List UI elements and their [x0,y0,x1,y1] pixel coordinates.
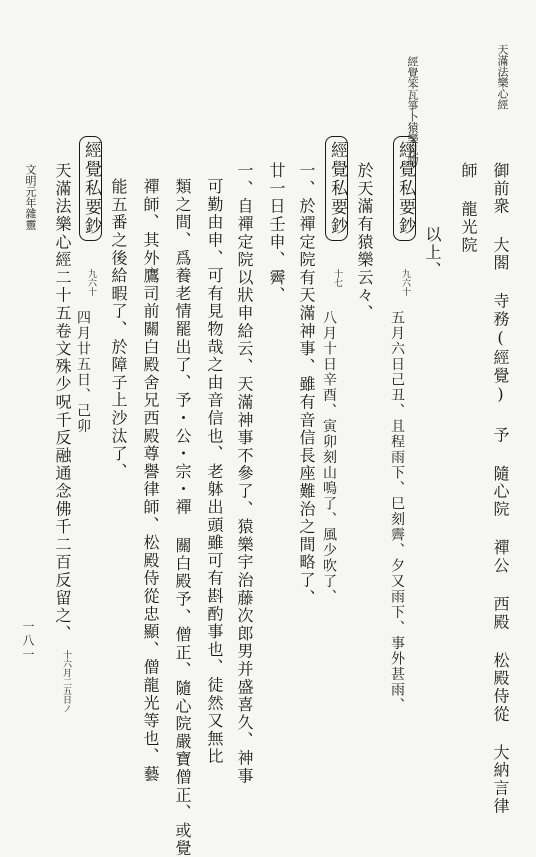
running-title: 文明元年雜靈 [24,164,37,230]
column-8: 廿一日壬申、霽、 [267,162,286,305]
column-3: 以上、 [423,226,442,280]
page-number: 一八一 [21,620,35,662]
column-9: 一、自禪定院以狀申給云、天滿神事不參了、猿樂宇治藤次郎男并盛喜久、神事 [235,162,254,785]
header-note-right: 天滿法樂心經 [496,44,509,110]
section-heading-1 [393,136,416,296]
column-7: 一、於禪定院有天滿神事、雖有音信長座難治之間略了、 [297,162,316,607]
section-heading-2-title: 經覺私要鈔 [325,136,348,241]
section-heading-1-date: 五月六日己丑、且程雨下、巳刻霽、夕又雨下、事外甚雨、 [389,310,405,713]
section-heading-2-date: 八月十日辛酉、寅卯刻山鳴了、風少吹了、 [321,310,337,605]
section-heading-3-date: 四月廿五日、己卯 [75,310,91,434]
column-5: 於天滿有猿樂云々、 [355,162,374,323]
column-10: 可勤由申、可有見物哉之由音信也、老躰出頭雖可有斟酌事也、徒然又無比 [205,178,224,766]
section-heading-2-number: 十七 [332,269,342,287]
section-heading-1-title: 經覺私要鈔 [393,136,416,241]
section-heading-1-number: 九六十 [400,269,410,296]
header-note-middle: 經覺笨瓦箏卜猿樂見物 [406,56,419,166]
column-1: 御前衆 大閤 寺務(經覺) 予 隨心院 禪公 西殿 松殿侍從 大納言律 [491,162,510,815]
column-12: 禪師、其外鷹司前關白殿舍兄西殿尊譽律師、松殿侍從忠顯、僧龍光等也、藝 [141,178,160,784]
column-15-note: 十六月二五日ノ [61,650,71,713]
column-15: 天滿法樂心經二十五卷文殊少呪千反融通念佛千二百反留之、 [53,162,72,643]
column-11: 類之間、爲養老情罷出了、予・公・宗・禪 關白殿予、僧正、隨心院嚴寶僧正、或覺 [173,178,192,857]
section-heading-3-title: 經覺私要鈔 [79,136,102,241]
section-heading-3-number: 九六十 [86,269,96,296]
section-heading-3 [79,136,102,296]
column-2: 師 龍光院 [459,162,478,254]
column-13: 能五番之後給暇了、於障子上沙汰了、 [109,178,128,481]
section-heading-2 [325,136,348,287]
